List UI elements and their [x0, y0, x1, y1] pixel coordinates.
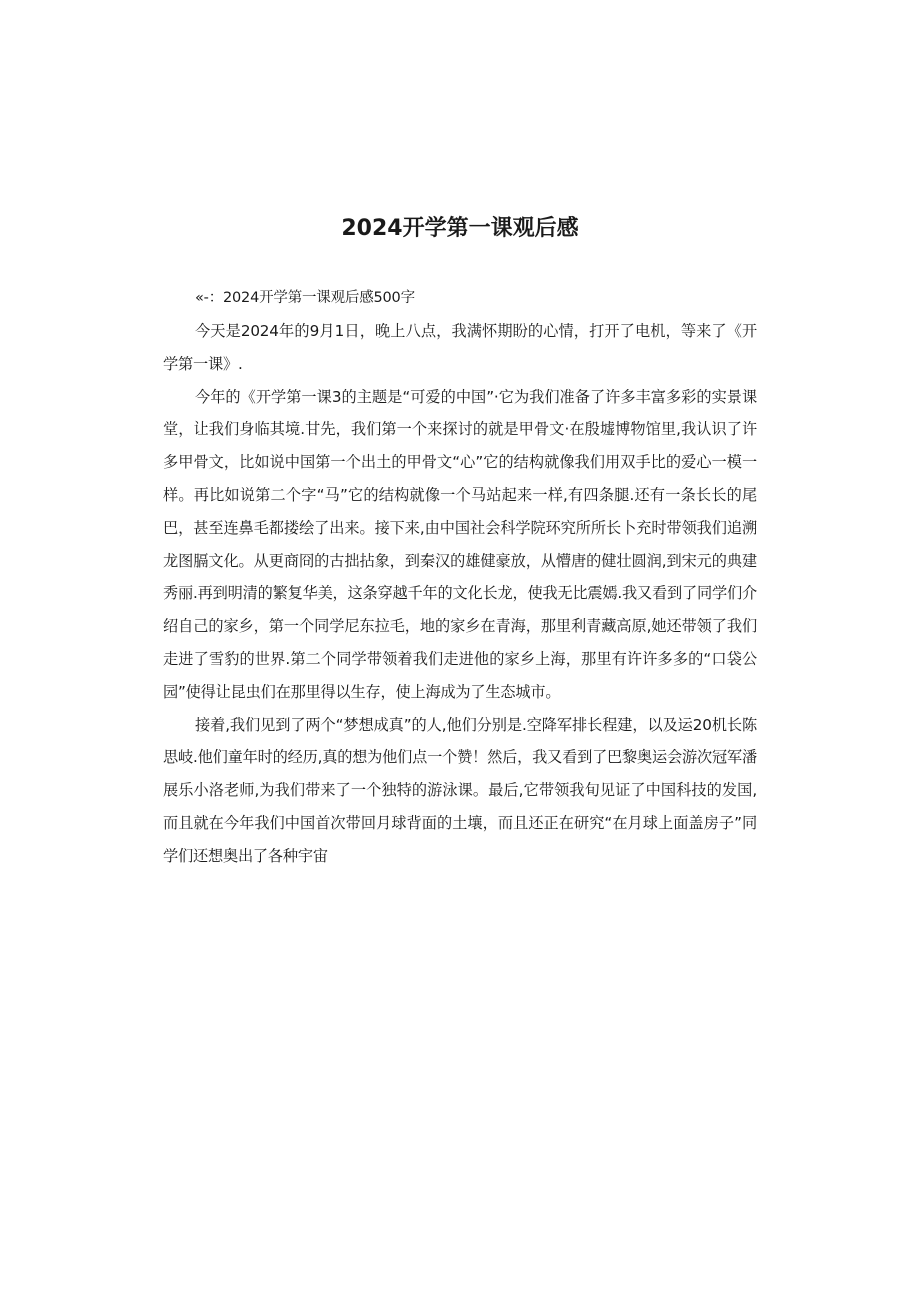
section-subheading: «-：2024开学第一课观后感500字 [195, 290, 415, 306]
document-body [163, 284, 757, 873]
paragraph-main: 今年的《开学第一课3的主题是“可爱的中国”·它为我们准备了许多丰富多彩的实景课堂，让我们身临其境.甘先，我们第一个来探讨的就是甲骨文·在殷墟博物馆里,我认识了许多甲骨文，比如说中国第一个出土的甲骨文“心”它的结构就像我们用双手比的爱心一模一样。再比如说第二个字“马”它的结构就像一个马站起来一样,有四条腿.还有一条长长的尾巴，甚至连鼻毛都搂绘了出来。接下来,由中国社会科学院环究所所长卜充时带领我们追溯龙图膈文化。从更商冏的古拙拈象，到秦汉的雄健豪放，从懵唐的健壮圆润,到宋元的典建秀丽.再到明清的繁复华美，这条穿越千年的文化长龙，使我无比震嫣.我又看到了同学们介绍自己的家乡，第一个同学尼东拉毛，地的家乡在青海，那里利青藏高原,她还带领了我们走进了雪豹的世界.第二个同学带领着我们走进他的家乡上海，那里有许许多多的“口袋公园”使得让昆虫们在那里得以生存，使上海成为了生态城市。 [163, 387, 757, 701]
paragraph-closing: 接着,我们见到了两个“梦想成真”的人,他们分别是.空降军排长程建，以及运20机长陈思岐.他们童年时的经历,真的想为他们点一个赞！然后，我又看到了巴黎奥运会游次冠军潘展乐小洛老师,为我们带来了一个独特的游泳课。最后,它带领我旬见证了中国科技的发国,而且就在今年我们中国首次带回月球背面的土壤，而且还正在研究“在月球上面盖房子”同学们还想奥出了各种宇宙 [163, 715, 757, 865]
paragraph-intro: 今天是2024年的9月1日，晚上八点，我满怀期盼的心情，打开了电机，等来了《开学第一课》. [163, 322, 757, 373]
document-title: 2024开学第一课观后感 [341, 216, 579, 241]
